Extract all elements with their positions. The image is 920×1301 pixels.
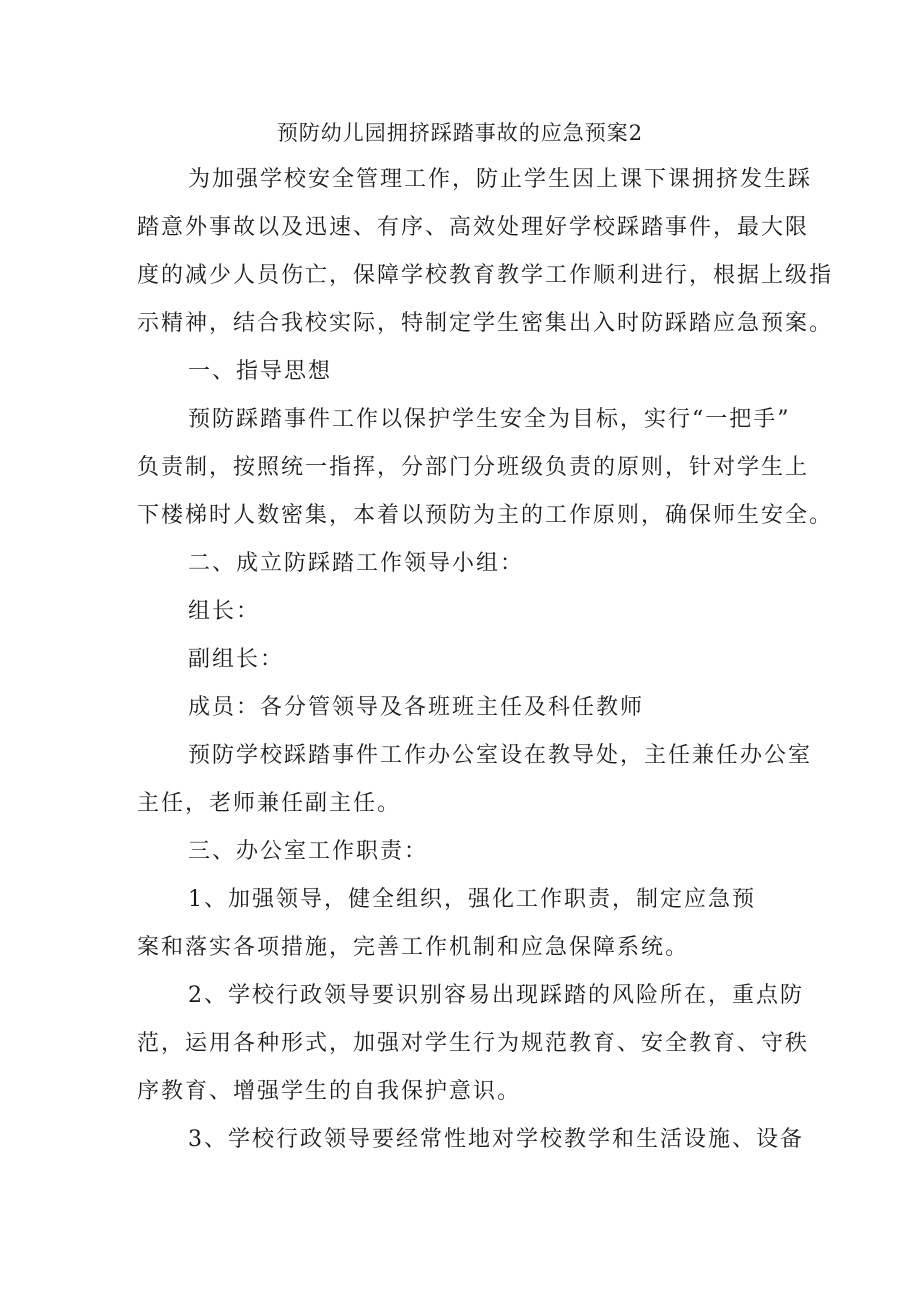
paragraph-line: 组长：	[188, 599, 261, 624]
paragraph-line: 预防学校踩踏事件工作办公室设在教导处，主任兼任办公室	[188, 743, 813, 768]
paragraph-line: 范，运用各种形式，加强对学生行为规范教育、安全教育、守秩	[137, 1031, 810, 1056]
paragraph-line: 预防踩踏事件工作以保护学生安全为目标，实行“一把手”	[188, 407, 791, 432]
list-item: 3、学校行政领导要经常性地对学校教学和生活设施、设备	[188, 1127, 804, 1152]
document-title: 预防幼儿园拥挤踩踏事故的应急预案2	[276, 121, 644, 145]
section-heading: 一、指导思想	[188, 359, 333, 384]
paragraph-line: 下楼梯时人数密集，本着以预防为主的工作原则，确保师生安全。	[137, 503, 834, 528]
paragraph-line: 案和落实各项措施，完善工作机制和应急保障系统。	[137, 935, 690, 960]
paragraph-line: 示精神，结合我校实际，特制定学生密集出入时防踩踏应急预案。	[137, 311, 834, 336]
paragraph-line: 成员：各分管领导及各班班主任及科任教师	[188, 695, 645, 720]
paragraph-line: 负责制，按照统一指挥，分部门分班级负责的原则，针对学生上	[137, 455, 810, 480]
paragraph-line: 序教育、增强学生的自我保护意识。	[137, 1079, 522, 1104]
section-heading: 二、成立防踩踏工作领导小组：	[188, 551, 525, 576]
paragraph-line: 度的减少人员伤亡，保障学校教育教学工作顺利进行，根据上级指	[137, 263, 834, 288]
list-item: 1、加强领导，健全组织，强化工作职责，制定应急预	[188, 887, 756, 912]
section-heading: 三、办公室工作职责：	[188, 839, 429, 864]
paragraph-line: 为加强学校安全管理工作，防止学生因上课下课拥挤发生踩	[188, 167, 813, 192]
list-item: 2、学校行政领导要识别容易出现踩踏的风险所在，重点防	[188, 983, 804, 1008]
paragraph-line: 主任，老师兼任副主任。	[137, 791, 402, 816]
paragraph-line: 踏意外事故以及迅速、有序、高效处理好学校踩踏事件，最大限	[137, 215, 810, 240]
paragraph-line: 副组长：	[188, 647, 285, 672]
